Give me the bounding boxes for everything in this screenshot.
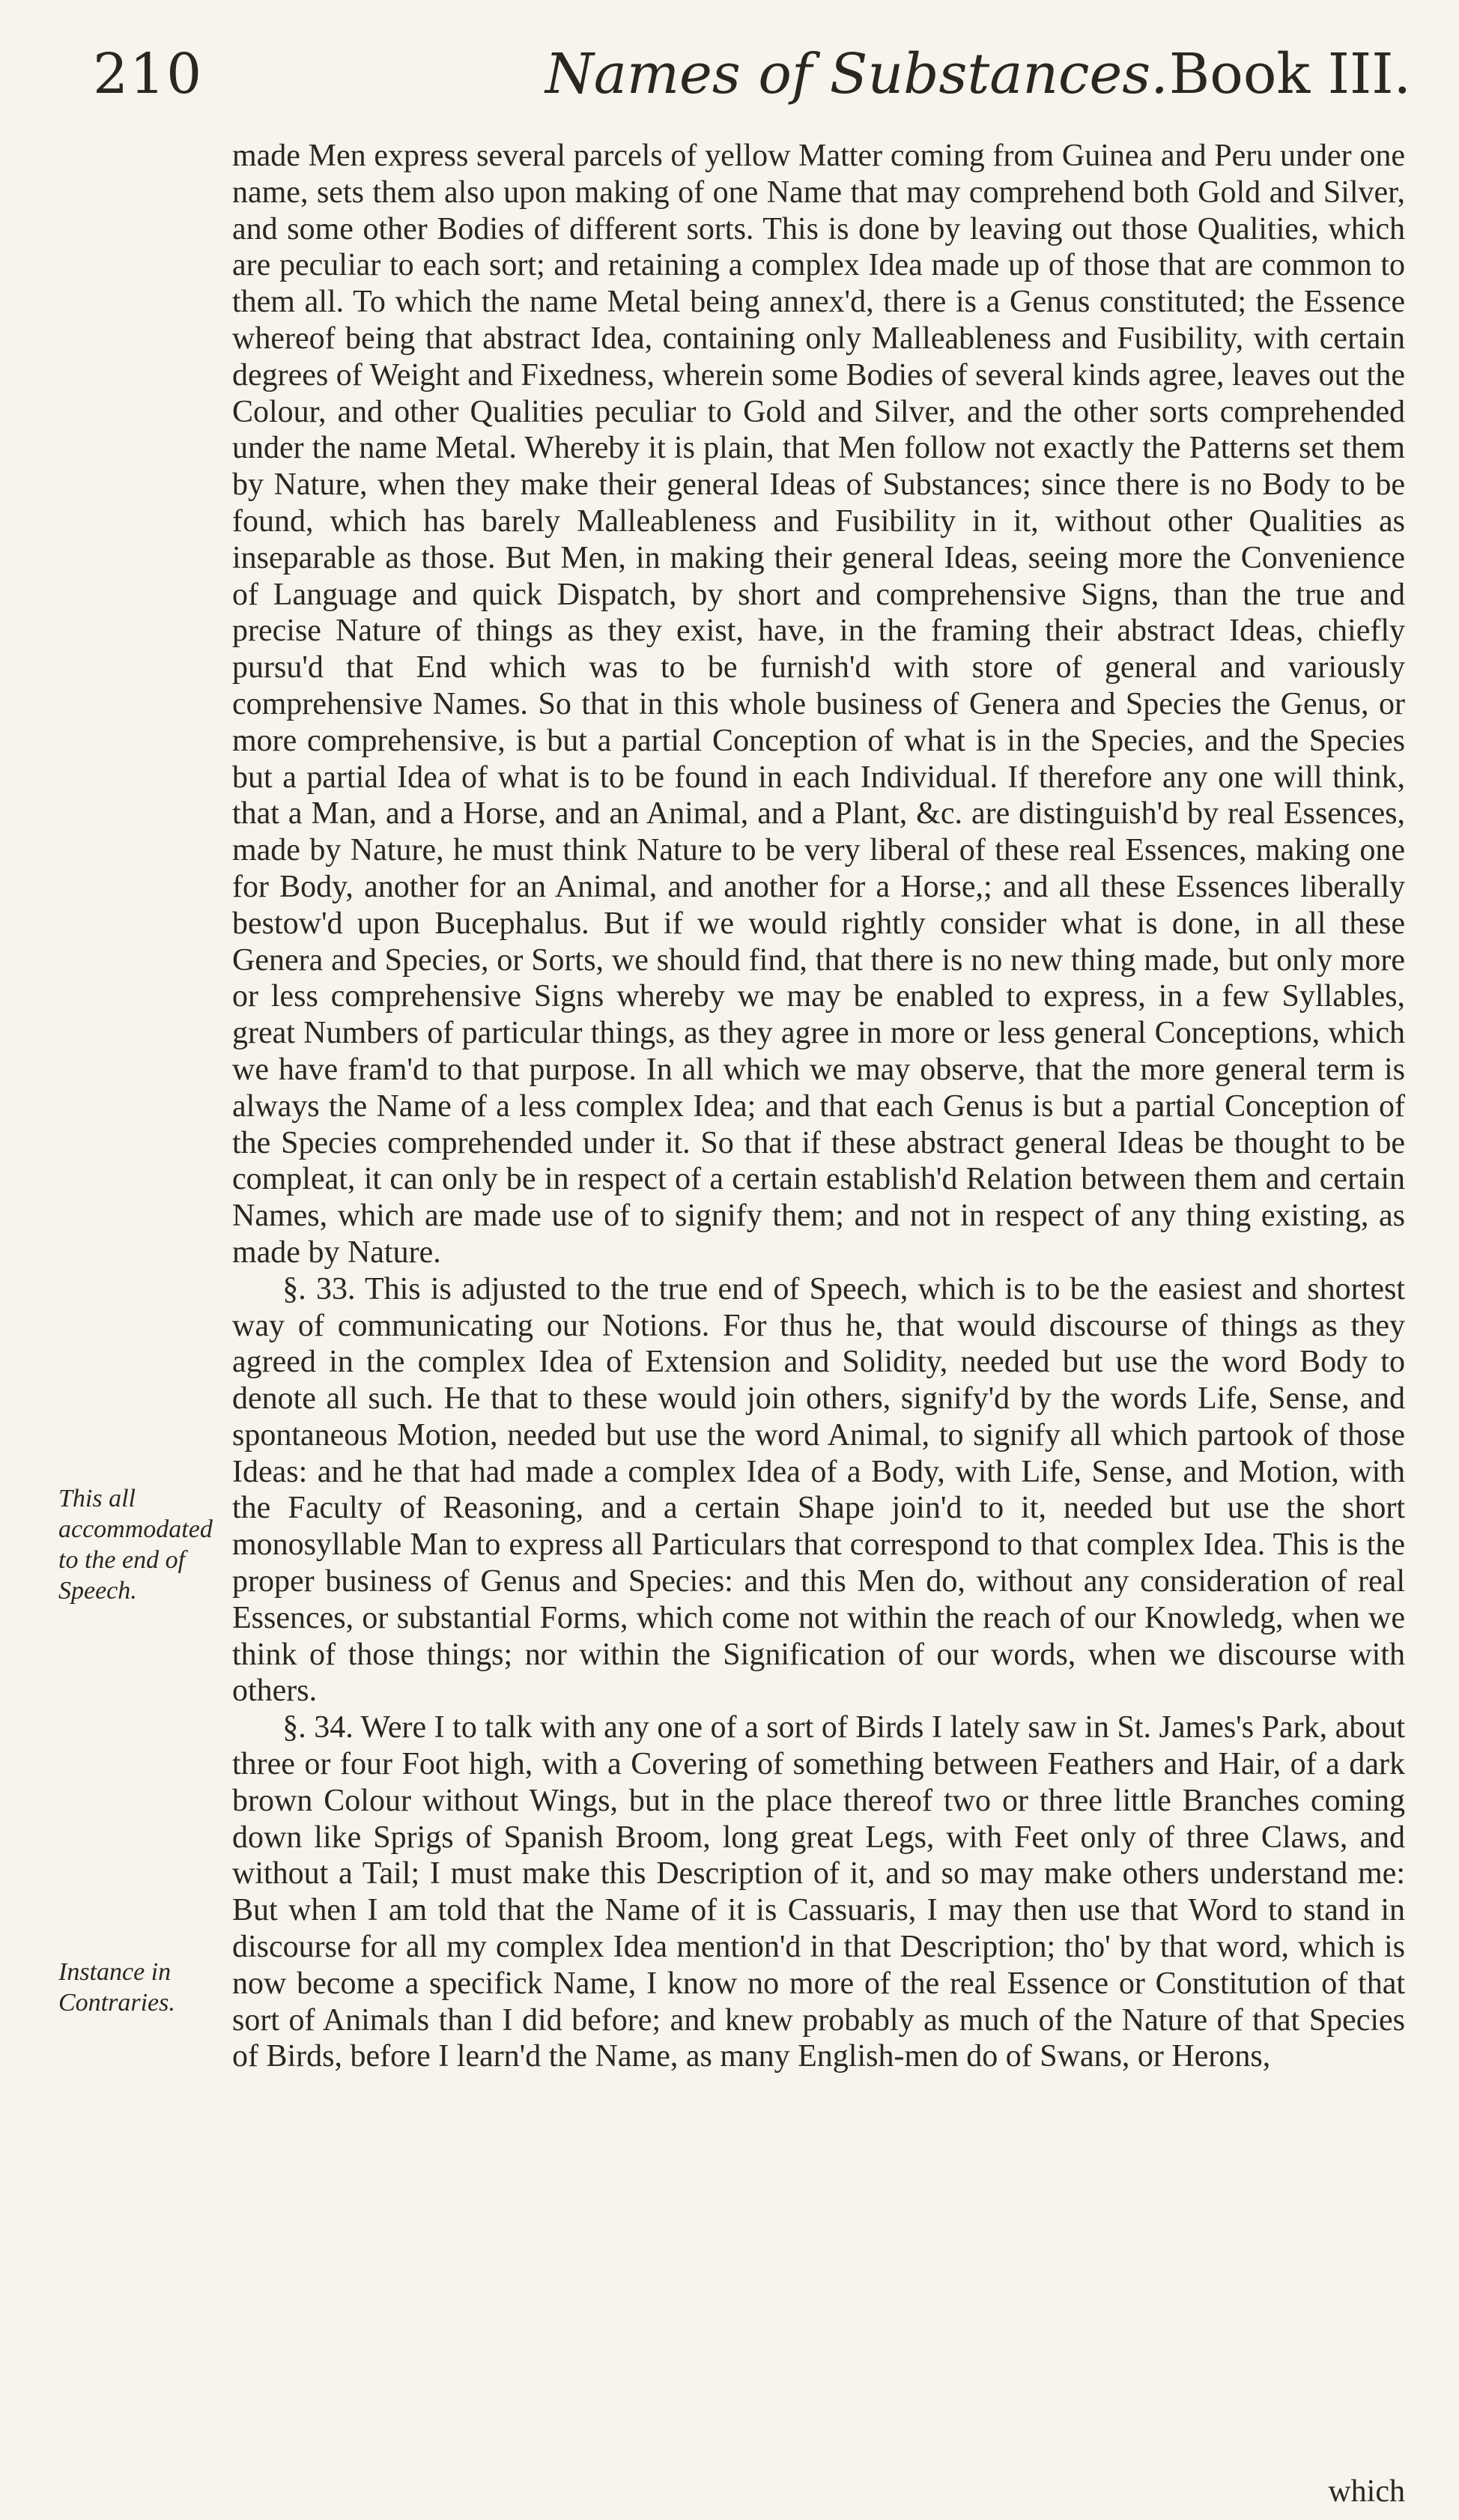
catchword: which bbox=[1328, 2474, 1405, 2509]
paragraph-section-34: §. 34. Were I to talk with any one of a sort of Birds I lately saw in St. James's Park, about three or four Foot high, with a Covering of something between Feathers and Hair, of a dark brown Colour without Wings, but in the place thereof two or three little Branches coming down like Sprigs of Spanish Broom, long great Legs, with Feet only of three Claws, and without a Tail; I must make this Description of it, and so may make others understand me: But when I am told that the Name of it is Cassuaris, I may then use that Word to stand in discourse for all my complex Idea mention'd in that Description; tho' by that word, which is now become a specifick Name, I know no more of the real Essence or Constitution of that sort of Animals than I did before; and knew probably as much of the Nature of that Species of Birds, before I learn'd the Name, as many English-men do of Swans, or Herons, bbox=[232, 1710, 1405, 2074]
sidenote-accommodated: This all accommodated to the end of Speech. bbox=[58, 1485, 213, 1605]
book-label: Book III. bbox=[1168, 42, 1411, 106]
sidenote-instance: Instance in Contraries. bbox=[58, 1958, 175, 2017]
page-number: 210 bbox=[93, 42, 204, 106]
main-text bbox=[232, 138, 1405, 2075]
running-title: Names of Substances. bbox=[545, 42, 1168, 106]
paragraph-section-33: §. 33. This is adjusted to the true end of Speech, which is to be the easiest and shortest way of communicating our Notions. For thus he, that would discourse of things as they agreed in the complex Idea of Extension and Solidity, needed but use the word Body to denote all such. He that to these would join others, signify'd by the words Life, Sense, and spontaneous Motion, needed but use the word Animal, to signify all which partook of those Ideas: and he that had made a complex Idea of a Body, with Life, Sense, and Motion, with the Faculty of Reasoning, and a certain Shape join'd to it, needed but use the short monosyllable Man to express all Particulars that correspond to that complex Idea. This is the proper business of Genus and Species: and this Men do, without any consideration of real Essences, or substantial Forms, which come not within the reach of our Knowledg, when we think of those things; nor within the Signification of our words, when we discourse with others. bbox=[232, 1271, 1405, 1709]
paragraph-continuation: made Men express several parcels of yellow Matter coming from Guinea and Peru under one name, sets them also upon making of one Name that may comprehend both Gold and Silver, and some other Bodies of different sorts. This is done by leaving out those Qualities, which are peculiar to each sort; and retaining a complex Idea made up of those that are common to them all. To which the name Metal being annex'd, there is a Genus constituted; the Essence whereof being that abstract Idea, containing only Malleableness and Fusibility, with certain degrees of Weight and Fixedness, wherein some Bodies of several kinds agree, leaves out the Colour, and other Qualities peculiar to Gold and Silver, and the other sorts comprehended under the name Metal. Whereby it is plain, that Men follow not exactly the Patterns set them by Nature, when they make their general Ideas of Substances; since there is no Body to be found, which has barely Malleableness and Fusibility in it, without other Qualities as inseparable as those. But Men, in making their general Ideas, seeing more the Convenience of Language and quick Dispatch, by short and comprehensive Signs, than the true and precise Nature of things as they exist, have, in the framing their abstract Ideas, chiefly pursu'd that End which was to be furnish'd with store of general and variously comprehensive Names. So that in this whole business of Genera and Species the Genus, or more comprehensive, is but a partial Conception of what is in the Species, and the Species but a partial Idea of what is to be found in each Individual. If therefore any one will think, that a Man, and a Horse, and an Animal, and a Plant, &c. are distinguish'd by real Essences, made by Nature, he must think Nature to be very liberal of these real Essences, making one for Body, another for an Animal, and another for a Horse,; and all these Essences liberally bestow'd upon Bucephalus. But if we would rightly consider what is done, in all these Genera and Species, or Sorts, we should find, that there is no new thing made, but only more or less comprehensive Signs whereby we may be enabled to express, in a few Syllables, great Numbers of particular things, as they agree in more or less general Conceptions, which we have fram'd to that purpose. In all which we may observe, that the more general term is always the Name of a less complex Idea; and that each Genus is but a partial Conception of the Species comprehended under it. So that if these abstract general Ideas be thought to be compleat, it can only be in respect of a certain establish'd Relation between them and certain Names, which are made use of to signify them; and not in respect of any thing existing, as made by Nature. bbox=[232, 139, 1405, 1270]
